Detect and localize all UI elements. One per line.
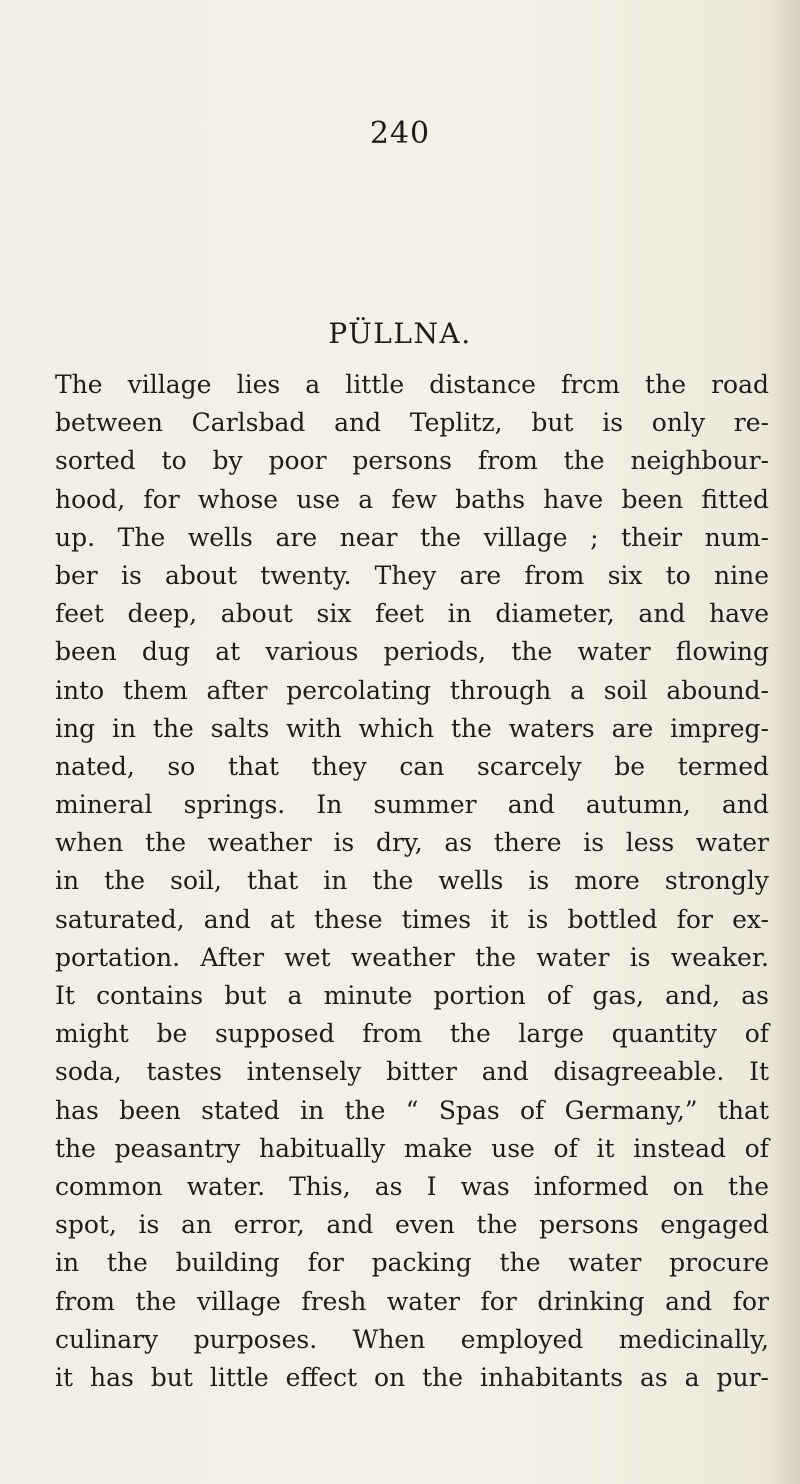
text-line: the peasantry habitually make use of it instead of xyxy=(55,1133,769,1163)
text-line: has been stated in the “ Spas of Germany,” that xyxy=(55,1095,769,1125)
text-line: in the building for packing the water procure xyxy=(55,1248,769,1278)
text-line: ber is about twenty. They are from six to nine xyxy=(55,560,769,590)
text-line: ing in the salts with which the waters are impreg- xyxy=(55,713,769,743)
text-line: from the village fresh water for drinking and for xyxy=(55,1286,769,1316)
text-line: hood, for whose use a few baths have been fitted xyxy=(55,484,769,514)
section-title: PÜLLNA. xyxy=(328,317,472,350)
text-line: into them after percolating through a soil abound- xyxy=(55,675,769,705)
text-line: culinary purposes. When employed medicinally, xyxy=(55,1324,769,1354)
text-line: mineral springs. In summer and autumn, and xyxy=(55,790,769,820)
text-line: up. The wells are near the village ; their num- xyxy=(55,522,769,552)
text-line: might be supposed from the large quantity of xyxy=(55,1019,769,1049)
page-edge-shadow xyxy=(772,0,800,1484)
text-line: been dug at various periods, the water flowing xyxy=(55,637,769,667)
text-line: saturated, and at these times it is bottled for ex- xyxy=(55,904,769,934)
text-line: when the weather is dry, as there is less water xyxy=(55,828,769,858)
text-line: The village lies a little distance frcm the road xyxy=(55,370,769,399)
page-number: 240 xyxy=(369,116,431,151)
text-line: feet deep, about six feet in diameter, and have xyxy=(55,599,769,629)
text-line: between Carlsbad and Teplitz, but is only re- xyxy=(55,408,769,438)
text-line: soda, tastes intensely bitter and disagreeable. It xyxy=(55,1057,769,1087)
text-line: sorted to by poor persons from the neighbour- xyxy=(55,446,769,476)
text-line: spot, is an error, and even the persons engaged xyxy=(55,1210,769,1240)
text-line: in the soil, that in the wells is more strongly xyxy=(55,866,769,896)
text-line: it has but little effect on the inhabitants as a pur- xyxy=(55,1362,769,1392)
text-line: nated, so that they can scarcely be termed xyxy=(55,751,769,781)
text-line: common water. This, as I was informed on the xyxy=(55,1171,769,1201)
body-paragraph xyxy=(55,366,769,1397)
text-line: portation. After wet weather the water is weaker. xyxy=(55,942,769,972)
text-line: It contains but a minute portion of gas, and, as xyxy=(55,981,769,1010)
